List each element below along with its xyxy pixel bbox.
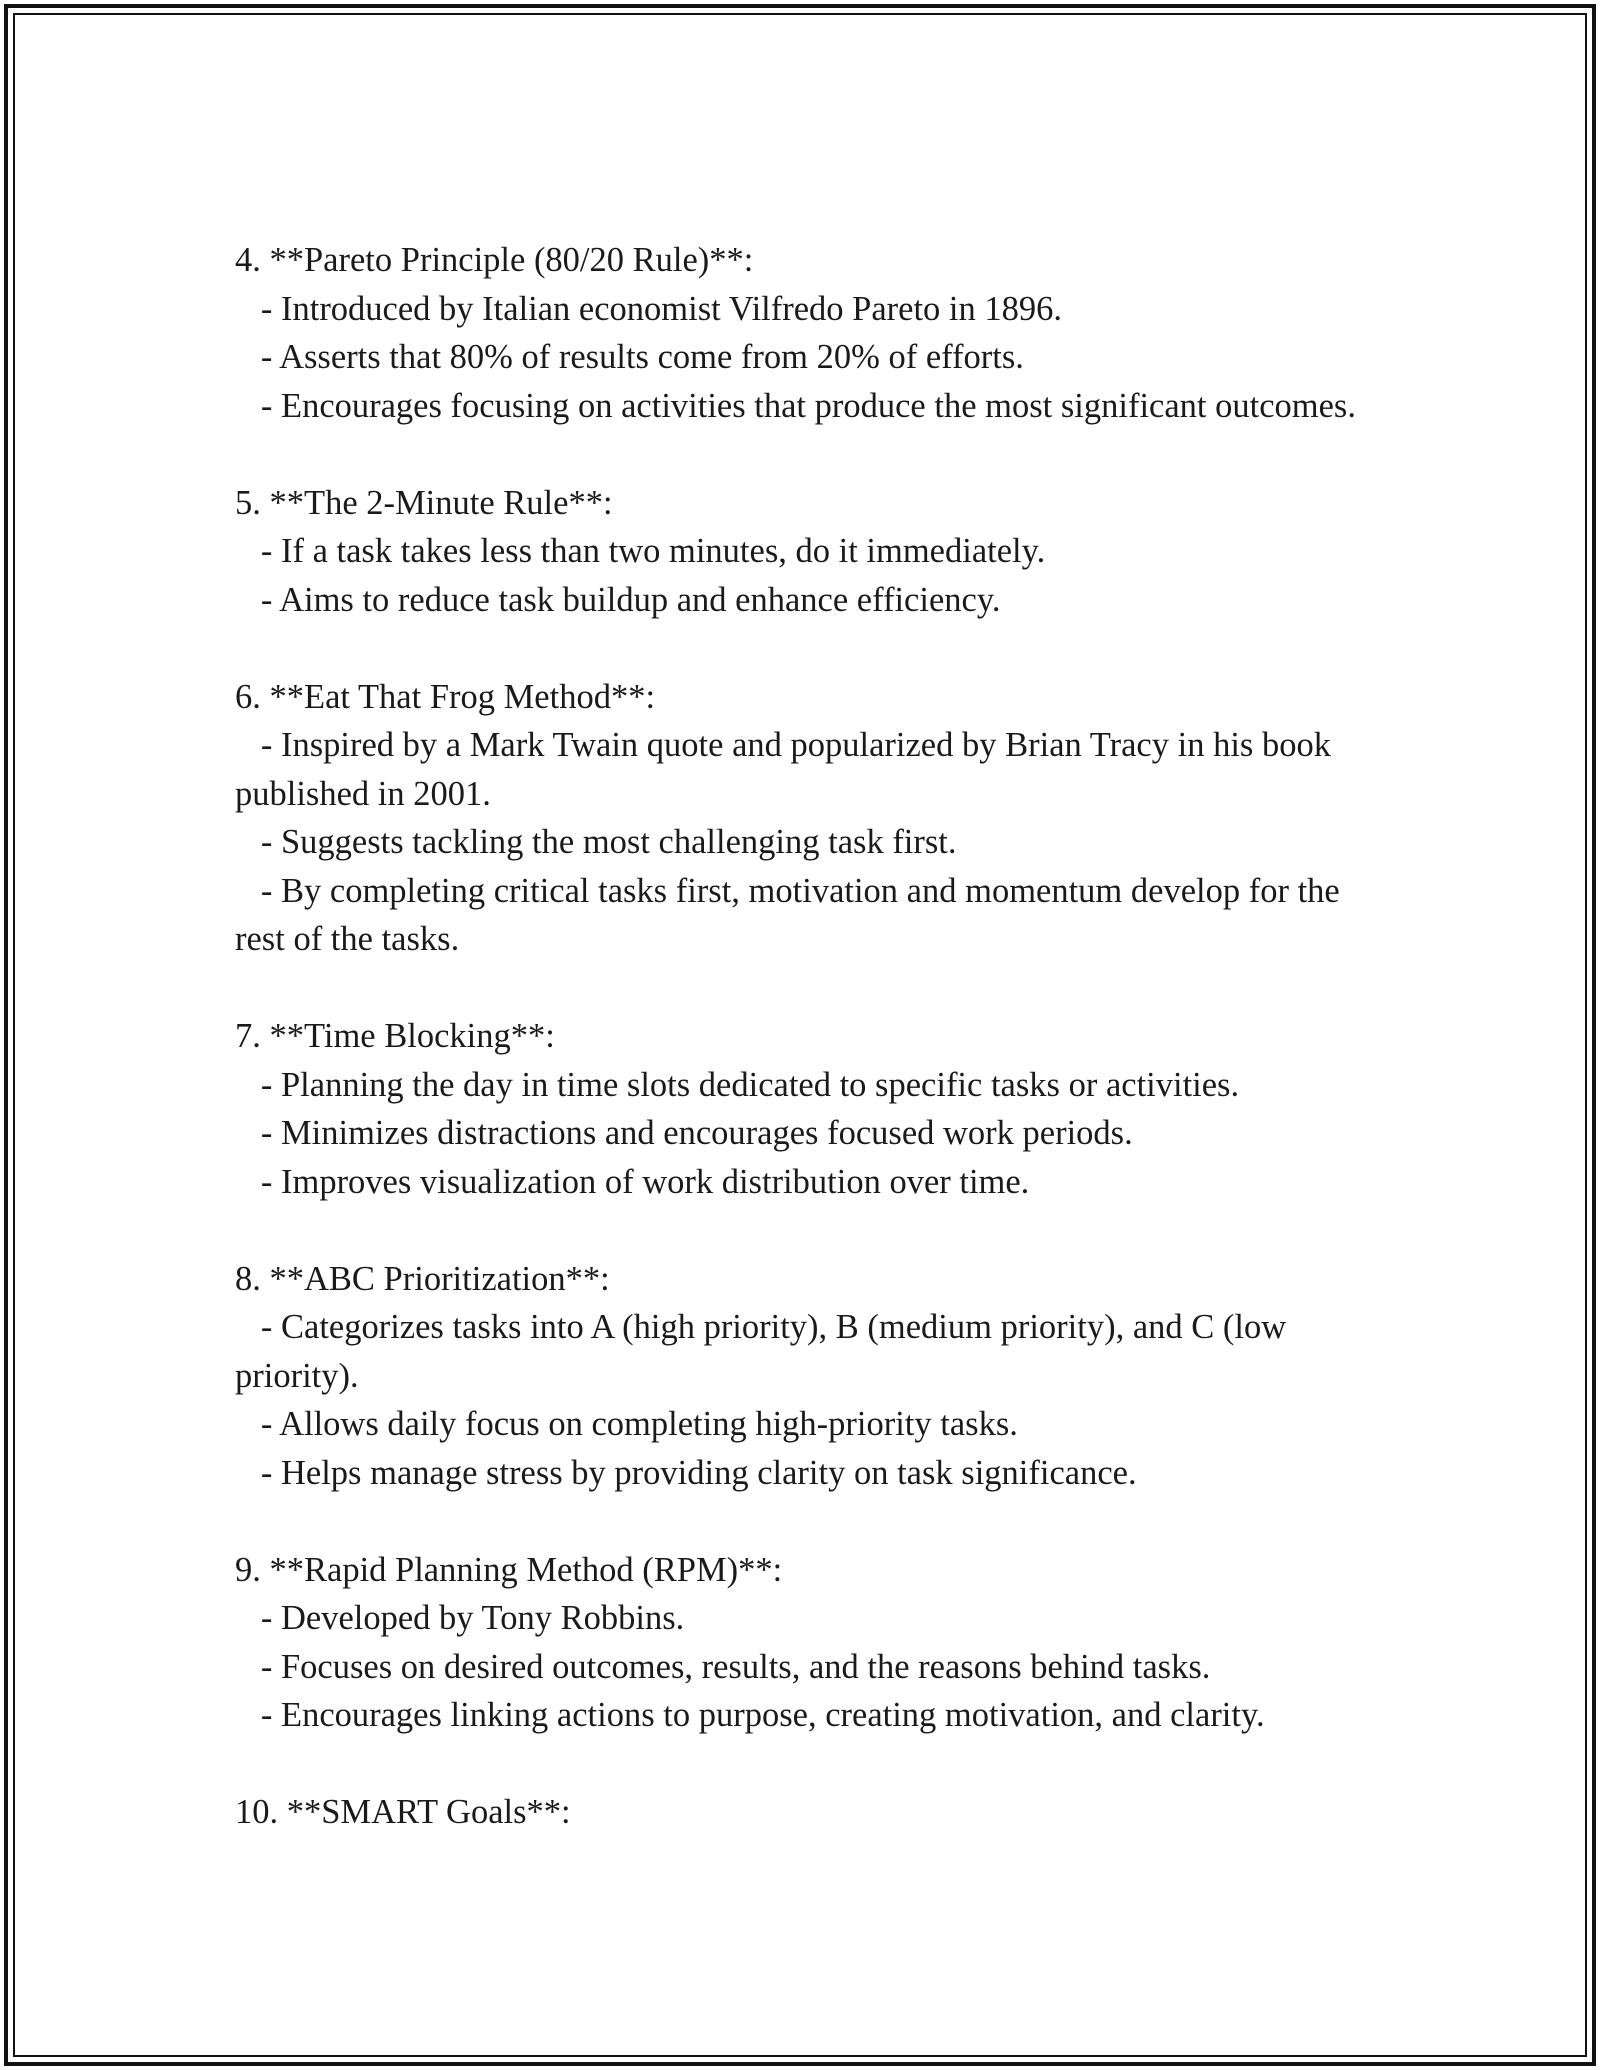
list-item: - Helps manage stress by providing clarity on task significance.: [235, 1453, 1137, 1492]
list-item: - Categorizes tasks into A (high priority), B (medium priority), and C (low priority).: [235, 1308, 1295, 1395]
section-heading: 9. **Rapid Planning Method (RPM)**:: [235, 1550, 783, 1589]
section-heading: 5. **The 2-Minute Rule**:: [235, 483, 613, 522]
section-two-minute-rule: [235, 479, 1375, 625]
list-item: - Asserts that 80% of results come from 20% of efforts.: [235, 338, 1024, 376]
list-item: - Introduced by Italian economist Vilfredo Pareto in 1896.: [235, 289, 1063, 328]
section-heading: 7. **Time Blocking**:: [235, 1017, 555, 1055]
section-heading: 10. **SMART Goals**:: [235, 1793, 571, 1831]
list-item: - Inspired by a Mark Twain quote and popularized by Brian Tracy in his book published in 2001.: [235, 726, 1340, 813]
section-rapid-planning-method: [235, 1546, 1375, 1740]
section-smart-goals: [235, 1788, 1375, 1837]
list-item: - Encourages focusing on activities that produce the most significant outcomes.: [235, 386, 1356, 425]
section-eat-that-frog: [235, 673, 1375, 964]
section-heading: 4. **Pareto Principle (80/20 Rule)**:: [235, 241, 754, 279]
section-time-blocking: [235, 1012, 1375, 1206]
section-heading: 8. **ABC Prioritization**:: [235, 1259, 610, 1298]
list-item: - Developed by Tony Robbins.: [235, 1599, 685, 1637]
list-item: - Suggests tackling the most challenging task first.: [235, 823, 957, 861]
list-item: - Focuses on desired outcomes, results, and the reasons behind tasks.: [235, 1647, 1211, 1686]
section-abc-prioritization: [235, 1255, 1375, 1498]
list-item: - If a task takes less than two minutes, do it immediately.: [235, 532, 1046, 570]
list-item: - Aims to reduce task buildup and enhance efficiency.: [235, 580, 1001, 619]
list-item: - Planning the day in time slots dedicated to specific tasks or activities.: [235, 1065, 1240, 1104]
list-item: - Minimizes distractions and encourages focused work periods.: [235, 1114, 1133, 1152]
section-pareto-principle: [235, 236, 1375, 430]
section-heading: 6. **Eat That Frog Method**:: [235, 677, 656, 716]
list-item: - Encourages linking actions to purpose, creating motivation, and clarity.: [235, 1696, 1265, 1734]
list-item: - By completing critical tasks first, motivation and momentum develop for the rest of the tasks.: [235, 871, 1349, 958]
list-item: - Allows daily focus on completing high-priority tasks.: [235, 1405, 1018, 1443]
list-item: - Improves visualization of work distribution over time.: [235, 1162, 1030, 1201]
document-body: [235, 236, 1375, 1885]
